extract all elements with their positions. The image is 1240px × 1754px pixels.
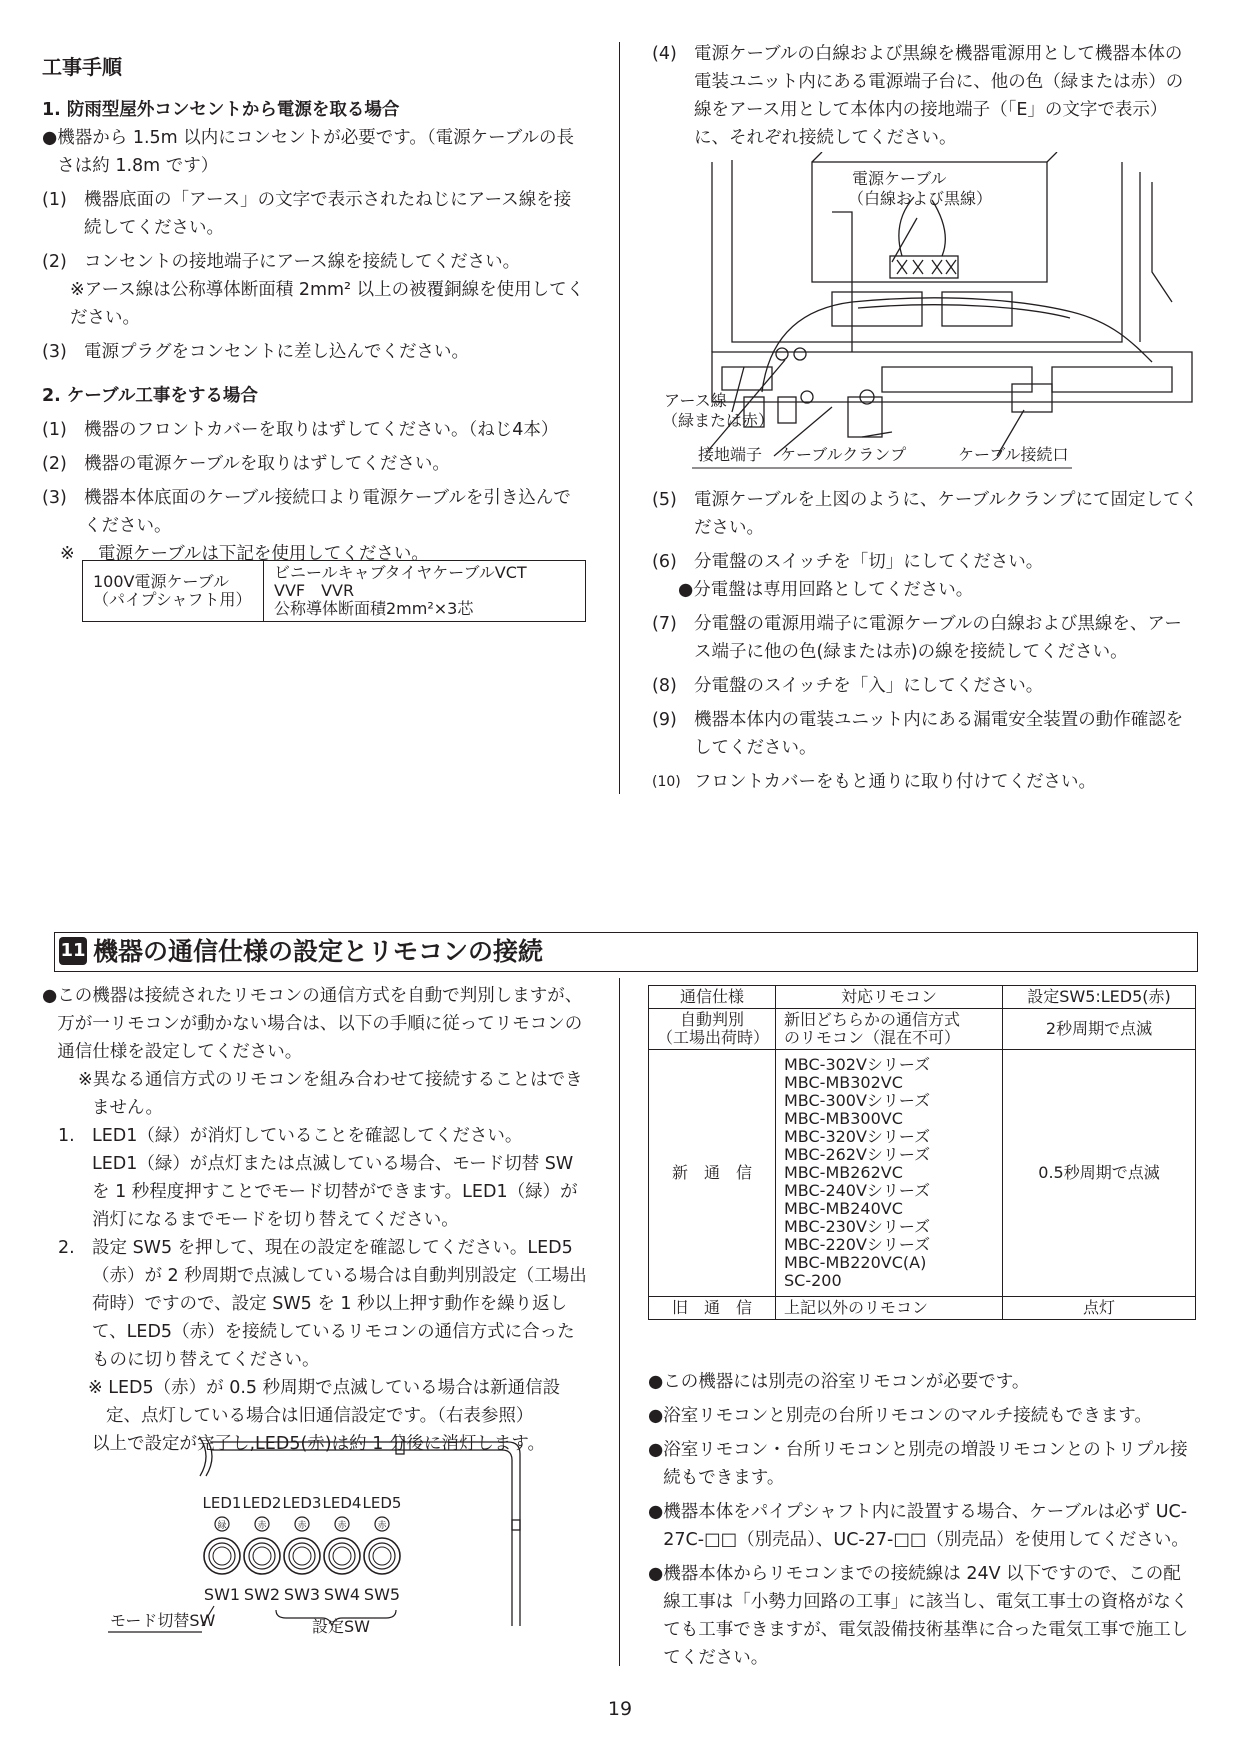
- comm-intro: ● この機器は接続されたリモコンの通信方式を自動で判別しますが、万が一リモコンが動かない場合は、以下の手順に従ってリモコンの通信仕様を設定してください。: [42, 982, 590, 1066]
- bullet-icon: ●: [648, 1564, 664, 1584]
- setting-switch-label: 設定SW: [312, 1617, 370, 1636]
- sec1-bullet: ● 機器から 1.5m 以内にコンセントが必要です。（電源ケーブルの長さは約 1.8m です）: [42, 124, 588, 180]
- bullet-icon: ●: [648, 1372, 664, 1392]
- sec2-step-3: (3) 機器本体底面のケーブル接続口より電源ケーブルを引き込んでください。: [42, 488, 571, 536]
- switch-diagram: [100, 1436, 530, 1636]
- remote-model: MBC-MB302VC: [784, 1073, 903, 1092]
- sec2-step-1: (1) 機器のフロントカバーを取りはずしてください。（ねじ4本）: [42, 420, 559, 440]
- comm-step-1: 1. LED1（緑）が消灯していることを確認してください。: [58, 1126, 523, 1146]
- right-step-5: (5) 電源ケーブルを上図のように、ケーブルクランプにて固定してください。: [652, 490, 1198, 538]
- step6-bullet: ● 分電盤は専用回路としてください。: [652, 576, 1198, 604]
- comm-bullet-5: ● 機器本体からリモコンまでの接続線は 24V 以下ですので、この配線工事は「小勢力回路の工事」に該当し、電気工事士の資格がなくても工事できますが、電気設備技術基準に合った電気工事で施工してください。: [648, 1560, 1198, 1672]
- mode-switch-label: モード切替SW: [110, 1611, 216, 1630]
- switch-label: SW4: [323, 1585, 361, 1604]
- remote-model: MBC-302Vシリーズ: [784, 1055, 931, 1074]
- remote-model: MBC-320Vシリーズ: [784, 1127, 931, 1146]
- led-label: LED1: [202, 1494, 242, 1512]
- cable-type-cell: 100V電源ケーブル （パイプシャフト用）: [83, 561, 264, 622]
- cable-spec-cell: ビニールキャブタイヤケーブルVCT VVF VVR 公称導体断面積2mm²×3芯: [264, 561, 586, 622]
- switch-label: SW1: [203, 1585, 241, 1604]
- remote-model: MBC-300Vシリーズ: [784, 1091, 931, 1110]
- comm-step-2: 2. 設定 SW5 を押して、現在の設定を確認してください。LED5（赤）が 2 秒周期で点滅している場合は自動判別設定（工場出荷時）ですので、設定 SW5 を 1 秒以上押す動作を繰り返して、LED5（赤）を接続しているリモコンの通信方式に合ったものに切り替えてください。: [58, 1238, 587, 1370]
- remote-model: MBC-MB262VC: [784, 1163, 903, 1182]
- section-11-header: [54, 932, 1198, 972]
- led-color-mark: 緑: [217, 1521, 227, 1531]
- install-right-column: [652, 40, 1198, 152]
- remote-model: MBC-262Vシリーズ: [784, 1145, 931, 1164]
- led-color-mark: 赤: [257, 1521, 267, 1531]
- switch-button-core: [213, 1547, 231, 1565]
- remote-model: MBC-MB240VC: [784, 1199, 903, 1218]
- sec1-note: ※アース線は公称導体断面積 2mm² 以上の被覆銅線を使用してください。: [70, 280, 585, 328]
- comm-bullet-3: ● 浴室リモコン・台所リモコンと別売の増設リモコンとのトリプル接続もできます。: [648, 1436, 1198, 1492]
- install-heading: 工事手順: [42, 55, 122, 79]
- switch-label: SW2: [243, 1585, 281, 1604]
- led-color-mark: 赤: [297, 1521, 307, 1531]
- right-step-6: (6) 分電盤のスイッチを「切」にしてください。: [652, 552, 1044, 572]
- section-title: 機器の通信仕様の設定とリモコンの接続: [93, 937, 544, 966]
- led-label: LED2: [242, 1494, 282, 1512]
- remote-model: MBC-230Vシリーズ: [784, 1217, 931, 1236]
- page-number: 19: [607, 1698, 633, 1720]
- right-step-8: (8) 分電盤のスイッチを「入」にしてください。: [652, 676, 1044, 696]
- switch-button-core: [293, 1547, 311, 1565]
- bullet-icon: ●: [42, 128, 58, 148]
- comm-spec-table: [648, 985, 1196, 1320]
- remote-model: MBC-220Vシリーズ: [784, 1235, 931, 1254]
- right-step-7: (7) 分電盤の電源用端子に電源ケーブルの白線および黒線を、アース端子に他の色(緑または赤)の線を接続してください。: [652, 614, 1182, 662]
- figure-cable-port-label: ケーブル接続口: [958, 445, 1069, 464]
- install-left-column: [42, 52, 588, 568]
- cable-spec-table: [82, 560, 586, 622]
- right-step-9: (9) 機器本体内の電装ユニット内にある漏電安全装置の動作確認をしてください。: [652, 710, 1184, 758]
- install-right-steps: [652, 486, 1198, 796]
- figure-earth-label-1: アース線: [664, 391, 727, 410]
- sec2-note: ※ 電源ケーブルは下記を使用してください。: [60, 544, 429, 564]
- switch-label: SW3: [283, 1585, 321, 1604]
- led-label: LED3: [282, 1494, 322, 1512]
- remote-model: MBC-240Vシリーズ: [784, 1181, 931, 1200]
- bullet-icon: ●: [648, 1406, 664, 1426]
- sec1-step-2: (2) コンセントの接地端子にアース線を接続してください。: [42, 252, 521, 272]
- column-divider-bottom: [619, 978, 620, 1666]
- sec2-step-2: (2) 機器の電源ケーブルを取りはずしてください。: [42, 454, 450, 474]
- spec-row-old: 旧 通 信 上記以外のリモコン 点灯: [649, 1297, 1196, 1320]
- bullet-icon: ●: [42, 986, 58, 1006]
- figure-cable-label-2: （白線および黒線）: [848, 189, 993, 208]
- led-color-mark: 赤: [337, 1521, 347, 1531]
- led-label: LED4: [322, 1494, 362, 1512]
- comm-left-column: [42, 982, 590, 1458]
- comm-intro-note: ※異なる通信方式のリモコンを組み合わせて接続することはできません。: [78, 1070, 583, 1118]
- wiring-diagram: [652, 152, 1198, 482]
- comm-bullet-4: ● 機器本体をパイプシャフト内に設置する場合、ケーブルは必ず UC-27C-□□（別売品）、UC-27-□□（別売品）を使用してください。: [648, 1498, 1198, 1554]
- figure-cable-label-1: 電源ケーブル: [852, 169, 947, 188]
- led-color-mark: 赤: [377, 1521, 387, 1531]
- sec1-step-3: (3) 電源プラグをコンセントに差し込んでください。: [42, 342, 469, 362]
- comm-bullet-1: ● この機器には別売の浴室リモコンが必要です。: [648, 1368, 1198, 1396]
- bullet-icon: ●: [648, 1440, 664, 1460]
- right-step-10: (10) フロントカバーをもと通りに取り付けてください。: [652, 772, 1096, 792]
- comm-step-2-note: ※ LED5（赤）が 0.5 秒周期で点滅している場合は新通信設定、点灯している場合は旧通信設定です。（右表参照）: [88, 1378, 561, 1426]
- sec2-title: 2. ケーブル工事をする場合: [42, 386, 258, 406]
- led-label: LED5: [362, 1494, 402, 1512]
- remote-model: MBC-MB220VC(A): [784, 1253, 927, 1272]
- figure-earth-label-2: （緑または赤）: [662, 411, 775, 430]
- remote-model: MBC-MB300VC: [784, 1109, 903, 1128]
- figure-ground-terminal-label: 接地端子: [698, 445, 763, 464]
- bullet-icon: ●: [678, 580, 694, 600]
- remote-model: SC-200: [784, 1271, 842, 1290]
- right-step-4: (4) 電源ケーブルの白線および黒線を機器電源用として機器本体の電装ユニット内にある電源端子台に、他の色（緑または赤）の線をアース用として本体内の接地端子（「E」の文字で表示）に、それぞれ接続してください。: [652, 44, 1184, 148]
- section-number-badge: 11: [59, 937, 87, 965]
- spec-table-header: 通信仕様 対応リモコン 設定SW5:LED5(赤): [649, 986, 1196, 1009]
- comm-step-1-detail: LED1（緑）が点灯または点滅している場合、モード切替 SW を 1 秒程度押すことでモード切替ができます。LED1（緑）が消灯になるまでモードを切り替えてください。: [92, 1154, 578, 1230]
- new-remote-list: [776, 1050, 1003, 1297]
- spec-row-auto: 自動判別 （工場出荷時） 新旧どちらかの通信方式 のリモコン（混在不可） 2秒周期で点滅: [649, 1009, 1196, 1050]
- bullet-icon: ●: [648, 1502, 664, 1522]
- switch-button-core: [373, 1547, 391, 1565]
- sec1-step-1: (1) 機器底面の「アース」の文字で表示されたねじにアース線を接続してください。: [42, 190, 572, 238]
- switch-button-core: [253, 1547, 271, 1565]
- comm-bullet-2: ● 浴室リモコンと別売の台所リモコンのマルチ接続もできます。: [648, 1402, 1198, 1430]
- led-switch-group: [203, 1494, 402, 1604]
- switch-label: SW5: [363, 1585, 401, 1604]
- comm-step-2-done: 以上で設定が完了し,LED5(赤)は約 1 分後に消灯します。: [92, 1434, 545, 1454]
- sec1-title: 1. 防雨型屋外コンセントから電源を取る場合: [42, 100, 400, 120]
- figure-cable-clamp-label: ケーブルクランプ: [780, 445, 907, 464]
- comm-right-bullets: [648, 1368, 1198, 1672]
- column-divider-top: [619, 42, 620, 794]
- spec-row-new: 新 通 信 MBC-302Vシリーズ MBC-MB302VC MBC-300Vシリーズ MBC-MB300VC MBC-320Vシリーズ MBC-262Vシリーズ MBC-MB262VC MBC-240Vシリーズ MBC-MB240VC MBC-230Vシリーズ MBC-220Vシリーズ MBC-MB220VC(A) SC-200 0.5秒周期で点滅: [649, 1050, 1196, 1297]
- switch-button-core: [333, 1547, 351, 1565]
